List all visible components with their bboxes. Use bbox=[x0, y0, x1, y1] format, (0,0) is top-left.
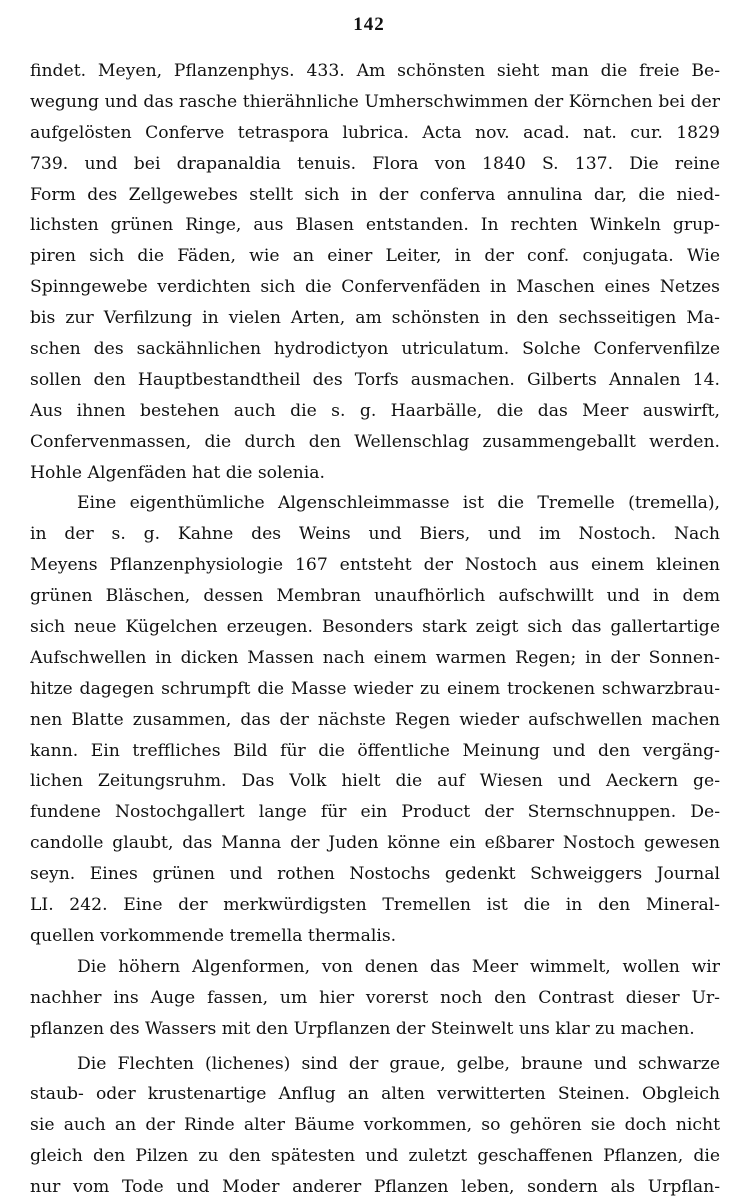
text-line: sich neue Kügelchen erzeugen. Besonders stark zeigt sich das gallertartige bbox=[30, 617, 720, 638]
text-line: Hohle Algenfäden hat die solenia. bbox=[30, 462, 325, 483]
text-line: Form des Zellgewebes stellt sich in der conferva annulina dar, die nied- bbox=[30, 184, 720, 205]
text-line: hitze dagegen schrumpft die Masse wieder zu einem trockenen schwarzbrau- bbox=[30, 678, 720, 699]
text-line: seyn. Eines grünen und rothen Nostochs gedenkt Schweiggers Journal bbox=[30, 864, 720, 885]
text-line: schen des sackähnlichen hydrodictyon utriculatum. Solche Confervenfilze bbox=[30, 339, 720, 360]
text-line: pflanzen des Wassers mit den Urpflanzen der Steinwelt uns klar zu machen. bbox=[30, 1018, 695, 1039]
text-line: Confervenmassen, die durch den Wellenschlag zusammengeballt werden. bbox=[30, 431, 720, 452]
text-line: Aus ihnen bestehen auch die s. g. Haarbälle, die das Meer auswirft, bbox=[30, 400, 720, 421]
text-line: 739. und bei drapanaldia tenuis. Flora von 1840 S. 137. Die reine bbox=[30, 153, 720, 174]
text-line: in der s. g. Kahne des Weins und Biers, und im Nostoch. Nach bbox=[30, 524, 720, 545]
paragraph bbox=[30, 56, 720, 488]
text-line: nur vom Tode und Moder anderer Pflanzen leben, sondern als Urpflan- bbox=[30, 1177, 720, 1198]
text-line: grünen Bläschen, dessen Membran unaufhörlich aufschwillt und in dem bbox=[30, 586, 720, 607]
body-text bbox=[30, 56, 720, 1203]
text-line: Meyens Pflanzenphysiologie 167 entsteht der Nostoch aus einem kleinen bbox=[30, 555, 720, 576]
paragraph bbox=[30, 488, 720, 951]
paragraph bbox=[30, 1049, 720, 1203]
text-line: Die Flechten (lichenes) sind der graue, gelbe, braune und schwarze bbox=[77, 1053, 720, 1074]
text-line: sollen den Hauptbestandtheil des Torfs ausmachen. Gilberts Annalen 14. bbox=[30, 369, 720, 390]
text-line: kann. Ein treffliches Bild für die öffentliche Meinung und den vergäng- bbox=[30, 740, 720, 761]
text-line: staub- oder krustenartige Anflug an alten verwitterten Steinen. Obgleich bbox=[30, 1084, 720, 1105]
text-line: quellen vorkommende tremella thermalis. bbox=[30, 925, 397, 946]
text-line: fundene Nostochgallert lange für ein Product der Sternschnuppen. De- bbox=[30, 802, 720, 823]
text-line: Aufschwellen in dicken Massen nach einem warmen Regen; in der Sonnen- bbox=[30, 647, 720, 668]
text-line: candolle glaubt, das Manna der Juden könne ein eßbarer Nostoch gewesen bbox=[30, 833, 720, 854]
page-number: 142 bbox=[353, 14, 385, 35]
text-line: piren sich die Fäden, wie an einer Leiter, in der conf. conjugata. Wie bbox=[30, 246, 720, 267]
text-line: lichsten grünen Ringe, aus Blasen entstanden. In rechten Winkeln grup- bbox=[30, 215, 720, 236]
text-line: findet. Meyen, Pflanzenphys. 433. Am schönsten sieht man die freie Be- bbox=[30, 61, 720, 81]
text-line: bis zur Verfilzung in vielen Arten, am schönsten in den sechsseitigen Ma- bbox=[30, 308, 720, 329]
text-line: Eine eigenthümliche Algenschleimmasse ist die Tremelle (tremella), bbox=[77, 493, 720, 514]
text-line: aufgelösten Conferve tetraspora lubrica. Acta nov. acad. nat. cur. 1829 bbox=[30, 122, 720, 143]
text-line: nachher ins Auge fassen, um hier vorerst noch den Contrast dieser Ur- bbox=[30, 987, 720, 1008]
text-line: sie auch an der Rinde alter Bäume vorkommen, so gehören sie doch nicht bbox=[30, 1115, 720, 1136]
text-line: LI. 242. Eine der merkwürdigsten Tremellen ist die in den Mineral- bbox=[30, 895, 720, 916]
text-line: Die höhern Algenformen, von denen das Meer wimmelt, wollen wir bbox=[77, 956, 720, 977]
text-line: gleich den Pilzen zu den spätesten und zuletzt geschaffenen Pflanzen, die bbox=[30, 1146, 720, 1167]
text-line: lichen Zeitungsruhm. Das Volk hielt die auf Wiesen und Aeckern ge- bbox=[30, 771, 720, 792]
paragraph bbox=[30, 952, 720, 1045]
text-line: Spinngewebe verdichten sich die Confervenfäden in Maschen eines Netzes bbox=[30, 277, 720, 298]
text-line: wegung und das rasche thierähnliche Umherschwimmen der Körnchen bei der bbox=[30, 91, 720, 112]
text-line: nen Blatte zusammen, das der nächste Regen wieder aufschwellen machen bbox=[30, 709, 720, 730]
